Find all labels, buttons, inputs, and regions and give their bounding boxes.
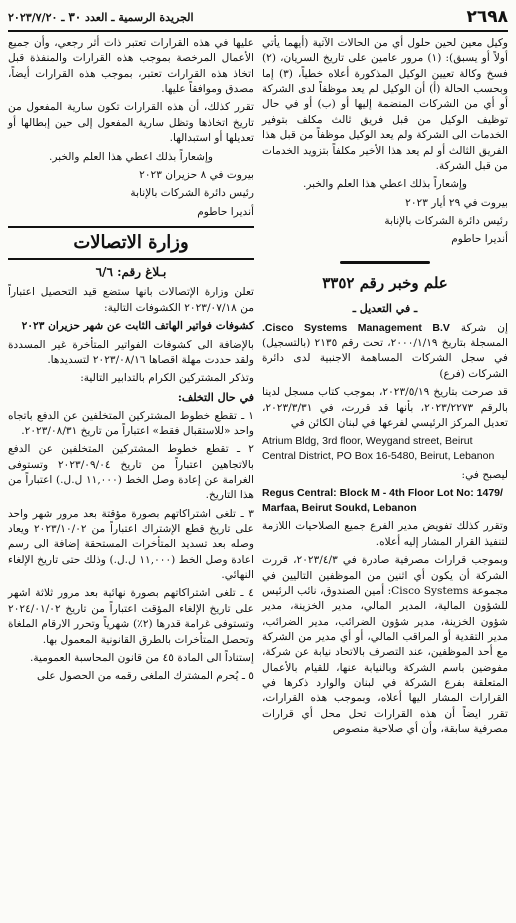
list-item: ٥ ـ يُحرم المشترك الملغى رقمه من الحصول على xyxy=(37,670,254,683)
list-item: ٢ ـ تقطع خطوط المشتركين المتخلفين عن الدفع بالاتجاهين اعتباراً من تاريخ ٢٠٢٣/٠٩/٠٤ وتستوفى الغرامة عن إعادة وصل الخط (١١,٠٠٠ ل.ل.) اعتباراً من هذا التاريخ. xyxy=(8,443,255,502)
paragraph: وتقرر كذلك تفويض مدير الفرع جميع الصلاحيات اللازمة لتنفيذ القرار المشار إليه أعلاه. xyxy=(262,520,508,548)
page-header xyxy=(8,6,508,32)
list-item: ٣ ـ تلغى اشتراكاتهم بصورة مؤقتة بعد مرور شهر واحد على تاريخ قطع الإشتراك اعتباراً من ٢٠٢٣/١٠/٠٢ ويعاد وصله بعد تسديد المتأخرات المستحقة إضافة الى رسم اعادة وصل الخط (١١,٠٠٠ ل.ل.) وذلك حتى تاريخ الإلغاء النهائي. xyxy=(8,507,254,582)
company-name: Cisco Systems Management B.V. xyxy=(262,321,450,334)
right-column xyxy=(262,36,508,741)
signature-title: رئيس دائرة الشركات بالإنابة xyxy=(130,187,254,200)
paragraph: تقرر كذلك، أن هذه القرارات تكون سارية المفعول من تاريخ اتخاذها وتظل سارية المفعول إلى حين إبطالها أو تعديلها أو استبدالها. xyxy=(8,101,254,145)
signature-date: بيروت في ٨ حزيران ٢٠٢٣ xyxy=(139,168,254,181)
issue-number: ٣٠ xyxy=(68,10,82,24)
list-item: ١ ـ تقطع خطوط المشتركين المتخلفين عن الدفع باتجاه واحد «للاستقبال فقط» اعتباراً من تاريخ ٢٠٢٣/٠٨/٣١. xyxy=(8,409,254,437)
list-item: إستناداً الى المادة ٤٥ من قانون المحاسبة العمومية. xyxy=(29,651,254,664)
columns xyxy=(8,36,508,741)
section-heading: في حال التخلف: xyxy=(177,390,254,404)
address-old: Atrium Bldg, 3rd floor, Weygand street, Beirut Central District, PO Box 16-5480, Beirut, Lebanon xyxy=(262,435,495,463)
paragraph: بالإضافة الى كشوفات الفواتير المتأخرة غير المسددة ولقد حددت مهلة اقصاها ٢٠٢٣/٠٨/١٦ لتسديدها. xyxy=(8,338,254,366)
paragraph: قد صرحت بتاريخ ٢٠٢٣/٥/١٩، بموجب كتاب مسجل لدينا بالرقم ٢٠٢٣/٢٢٧٣، بأنها قد قررت، في ٢٠٢٣/٣/٣١، تعديل المركز الرئيسي لفرعها في لبنان الكائن في xyxy=(262,386,508,429)
paragraph: تعلن وزارة الإتصالات بانها ستضع قيد التحصيل اعتباراً من ٢٠٢٣/٠٧/١٨ الكشوفات التالية: xyxy=(8,286,254,314)
ministry-title: وزارة الاتصالات xyxy=(8,226,254,260)
signature-name: أنديرا حاطوم xyxy=(197,205,254,218)
paragraph: عليها في هذه القرارات تعتبر ذات أثر رجعي، وأن جميع الأعمال المرخصة بموجب هذه القرارات والمنفذة قبل اتخاذ هذه القرارات تعتبر، بموجب هذه القرارات أيضاً، مصدق وموافقاً عليها. xyxy=(8,37,254,96)
address-label: ليصبح في: xyxy=(461,468,508,481)
address-new: Regus Central: Block M - 4th Floor Lot No: 1479/ Marfaa, Beirut Soukd, Lebanon xyxy=(262,487,503,515)
notice-number: بـلاغ رقم: ٦/٦ xyxy=(95,265,167,280)
paragraph: وتذكر المشتركين الكرام بالتدابير التالية: xyxy=(80,372,254,385)
signature-date: بيروت في ٢٩ أيار ٢٠٢٣ xyxy=(405,196,508,209)
list-item: ٤ ـ تلغى اشتراكاتهم بصورة نهائية بعد مرور ثلاثة اشهر على تاريخ الإلغاء المؤقت اعتباراً من تاريخ ٢٠٢٤/٠١/٠٢ وتستوفى غرامة قدرها (٢٪) شهرياً وتحرر الارقام الملغاة وتحصل المتأخرات بالطرق القانونية المعمول بها. xyxy=(8,587,254,646)
signature-title: رئيس دائرة الشركات بالإنابة xyxy=(384,214,508,227)
notice-title: علم وخبر رقم ٣٣٥٢ xyxy=(322,274,448,293)
notice-subtitle: ـ في التعديل ـ xyxy=(352,301,418,315)
bills-heading: كشوفات فواتير الهاتف الثابت عن شهر حزيران ٢٠٢٣ xyxy=(21,320,254,333)
divider-ornament xyxy=(262,254,508,269)
paragraph: وإشعاراً بذلك اعطي هذا العلم والخبر. xyxy=(48,150,214,163)
paragraph xyxy=(262,321,508,382)
paragraph: وبموجب قرارات مصرفية صادرة في ٢٠٢٣/٤/٣، قررت الشركة أن يكون أي اثنين من الموظفين التاليين في مجموعة Cisco Systems: أمين الصندوق، نائب الرئيس للشؤون المالية، المدير المالي، مدير الخزينة، مدير شؤون الخزينة، مدير شؤون الضرائب، مدير الضرائب، مدير التقدية أو المراقب المالي، أو أي مدير من الشركة مع أحد الموظفين، عند التصرف بالاتحاد نيابة عن شركة، مفوضين باسم الشركة وبالنيابة عنها، للقيام بالأعمال المتعلقة بفرع الشركة في لبنان والوارد ذكرها في القرارات المشار اليها أعلاه، وبموجب هذه القرارات، تقرر ايضاً أن هذه القرارات تحل محل أي قرارات مصرفية سابقة، وأن أي صلاحية منصوص xyxy=(262,554,509,736)
page-number: ٢٦٩٨ xyxy=(466,7,508,27)
paragraph: وكيل معين لحين حلول أي من الحالات الآتية (أيهما يأتي أولاً أو يسبق): (١) مرور عامين على تاريخ السريان، (٢) فسخ وكالة تعيين الوكيل المذكورة أعلاه خطياً، (٣) إما وبحسب الحالة (أ) أن الوكيل لم يعد موظفاً لدى الشركة أو أي من الشركات المنضمة إليها أو (ب) أو في حال توظيف الوكيل من قبل فريق ثالث مكلف بتوفير الخدمات الى الشركة ولم يعد الوكيل موظفاً من قبل هذا الفريق الثالث أو لم يعد هذا الأخير مكلفاً بتزويد الخدمات من قبل الشركة. xyxy=(262,37,508,172)
registration-text: المسجلة بتاريخ ٢٠٠٠/١/١٩، تحت رقم ٢١٣٥ (بالتسجيل) في سجل الشركات المساهمة الاجنبية لدى دائرة الشركات (فرع) xyxy=(262,337,508,380)
issue-date: ـ ٢٠٢٣/٧/٢٠ xyxy=(8,11,65,24)
intro-text: إن شركة xyxy=(460,321,508,334)
header-publication xyxy=(8,10,194,24)
publication-title: الجريدة الرسمية ـ العدد xyxy=(85,11,194,24)
paragraph: وإشعاراً بذلك اعطي هذا العلم والخبر. xyxy=(302,178,468,191)
signature-name: أنديرا حاطوم xyxy=(451,233,508,246)
left-column xyxy=(8,36,254,741)
